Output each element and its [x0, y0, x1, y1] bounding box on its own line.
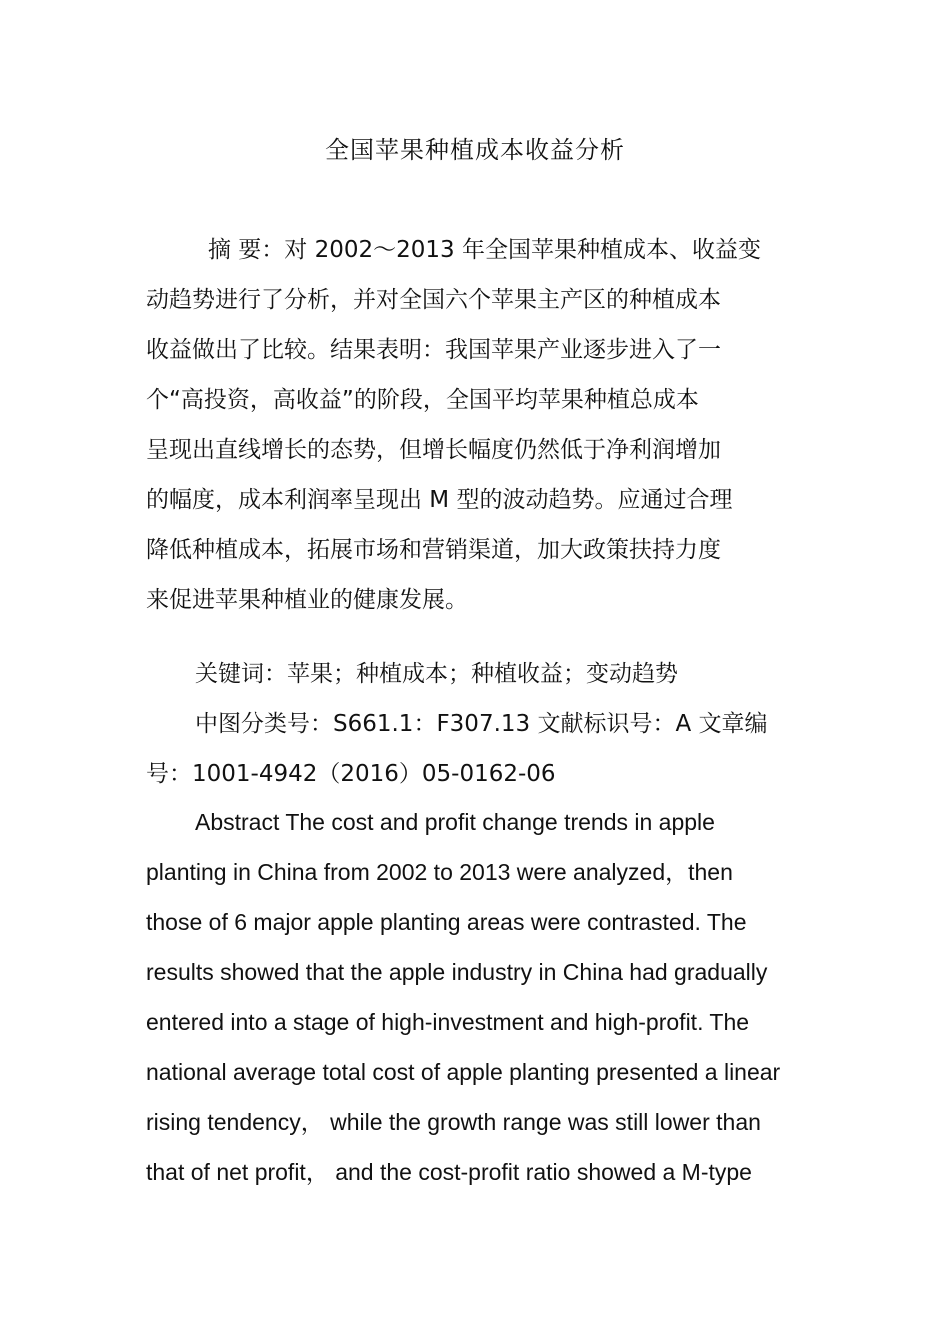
article-number-line: 号：1001-4942（2016）05-0162-06 — [146, 761, 556, 787]
abstract-cn-line: 收益做出了比较。结果表明：我国苹果产业逐步进入了一 — [146, 337, 721, 363]
abstract-cn-line: 的幅度，成本利润率呈现出 M 型的波动趋势。应通过合理 — [146, 487, 733, 513]
abstract-cn-line: 来促进苹果种植业的健康发展。 — [146, 587, 468, 613]
abstract-cn-line: 呈现出直线增长的态势，但增长幅度仍然低于净利润增加 — [146, 437, 721, 463]
abstract-en-line: Abstract The cost and profit change trends in apple — [195, 809, 715, 835]
chinese-abstract — [146, 225, 806, 625]
abstract-en-line: those of 6 major apple planting areas were contrasted. The — [146, 909, 747, 935]
keywords-block — [146, 649, 806, 799]
abstract-cn-line: 个“高投资，高收益”的阶段，全国平均苹果种植总成本 — [146, 387, 699, 413]
abstract-en-line: planting in China from 2002 to 2013 were analyzed，then — [146, 859, 733, 885]
classification-line: 中图分类号：S661.1：F307.13 文献标识号：A 文章编 — [195, 711, 768, 737]
document-title: 全国苹果种植成本收益分析 — [325, 136, 625, 164]
english-abstract — [146, 797, 806, 1197]
abstract-cn-line: 摘 要：对 2002～2013 年全国苹果种植成本、收益变 — [208, 237, 761, 263]
abstract-cn-line: 动趋势进行了分析，并对全国六个苹果主产区的种植成本 — [146, 287, 721, 313]
abstract-en-line: national average total cost of apple planting presented a linear — [146, 1059, 781, 1085]
abstract-cn-line: 降低种植成本，拓展市场和营销渠道，加大政策扶持力度 — [146, 537, 721, 563]
abstract-en-line: rising tendency， while the growth range was still lower than — [146, 1109, 761, 1135]
abstract-en-line: entered into a stage of high-investment and high-profit. The — [146, 1009, 750, 1035]
abstract-en-line: that of net profit， and the cost-profit ratio showed a M-type — [146, 1159, 752, 1185]
keywords-line: 关键词：苹果；种植成本；种植收益；变动趋势 — [195, 661, 678, 687]
abstract-en-line: results showed that the apple industry in China had gradually — [146, 959, 768, 985]
